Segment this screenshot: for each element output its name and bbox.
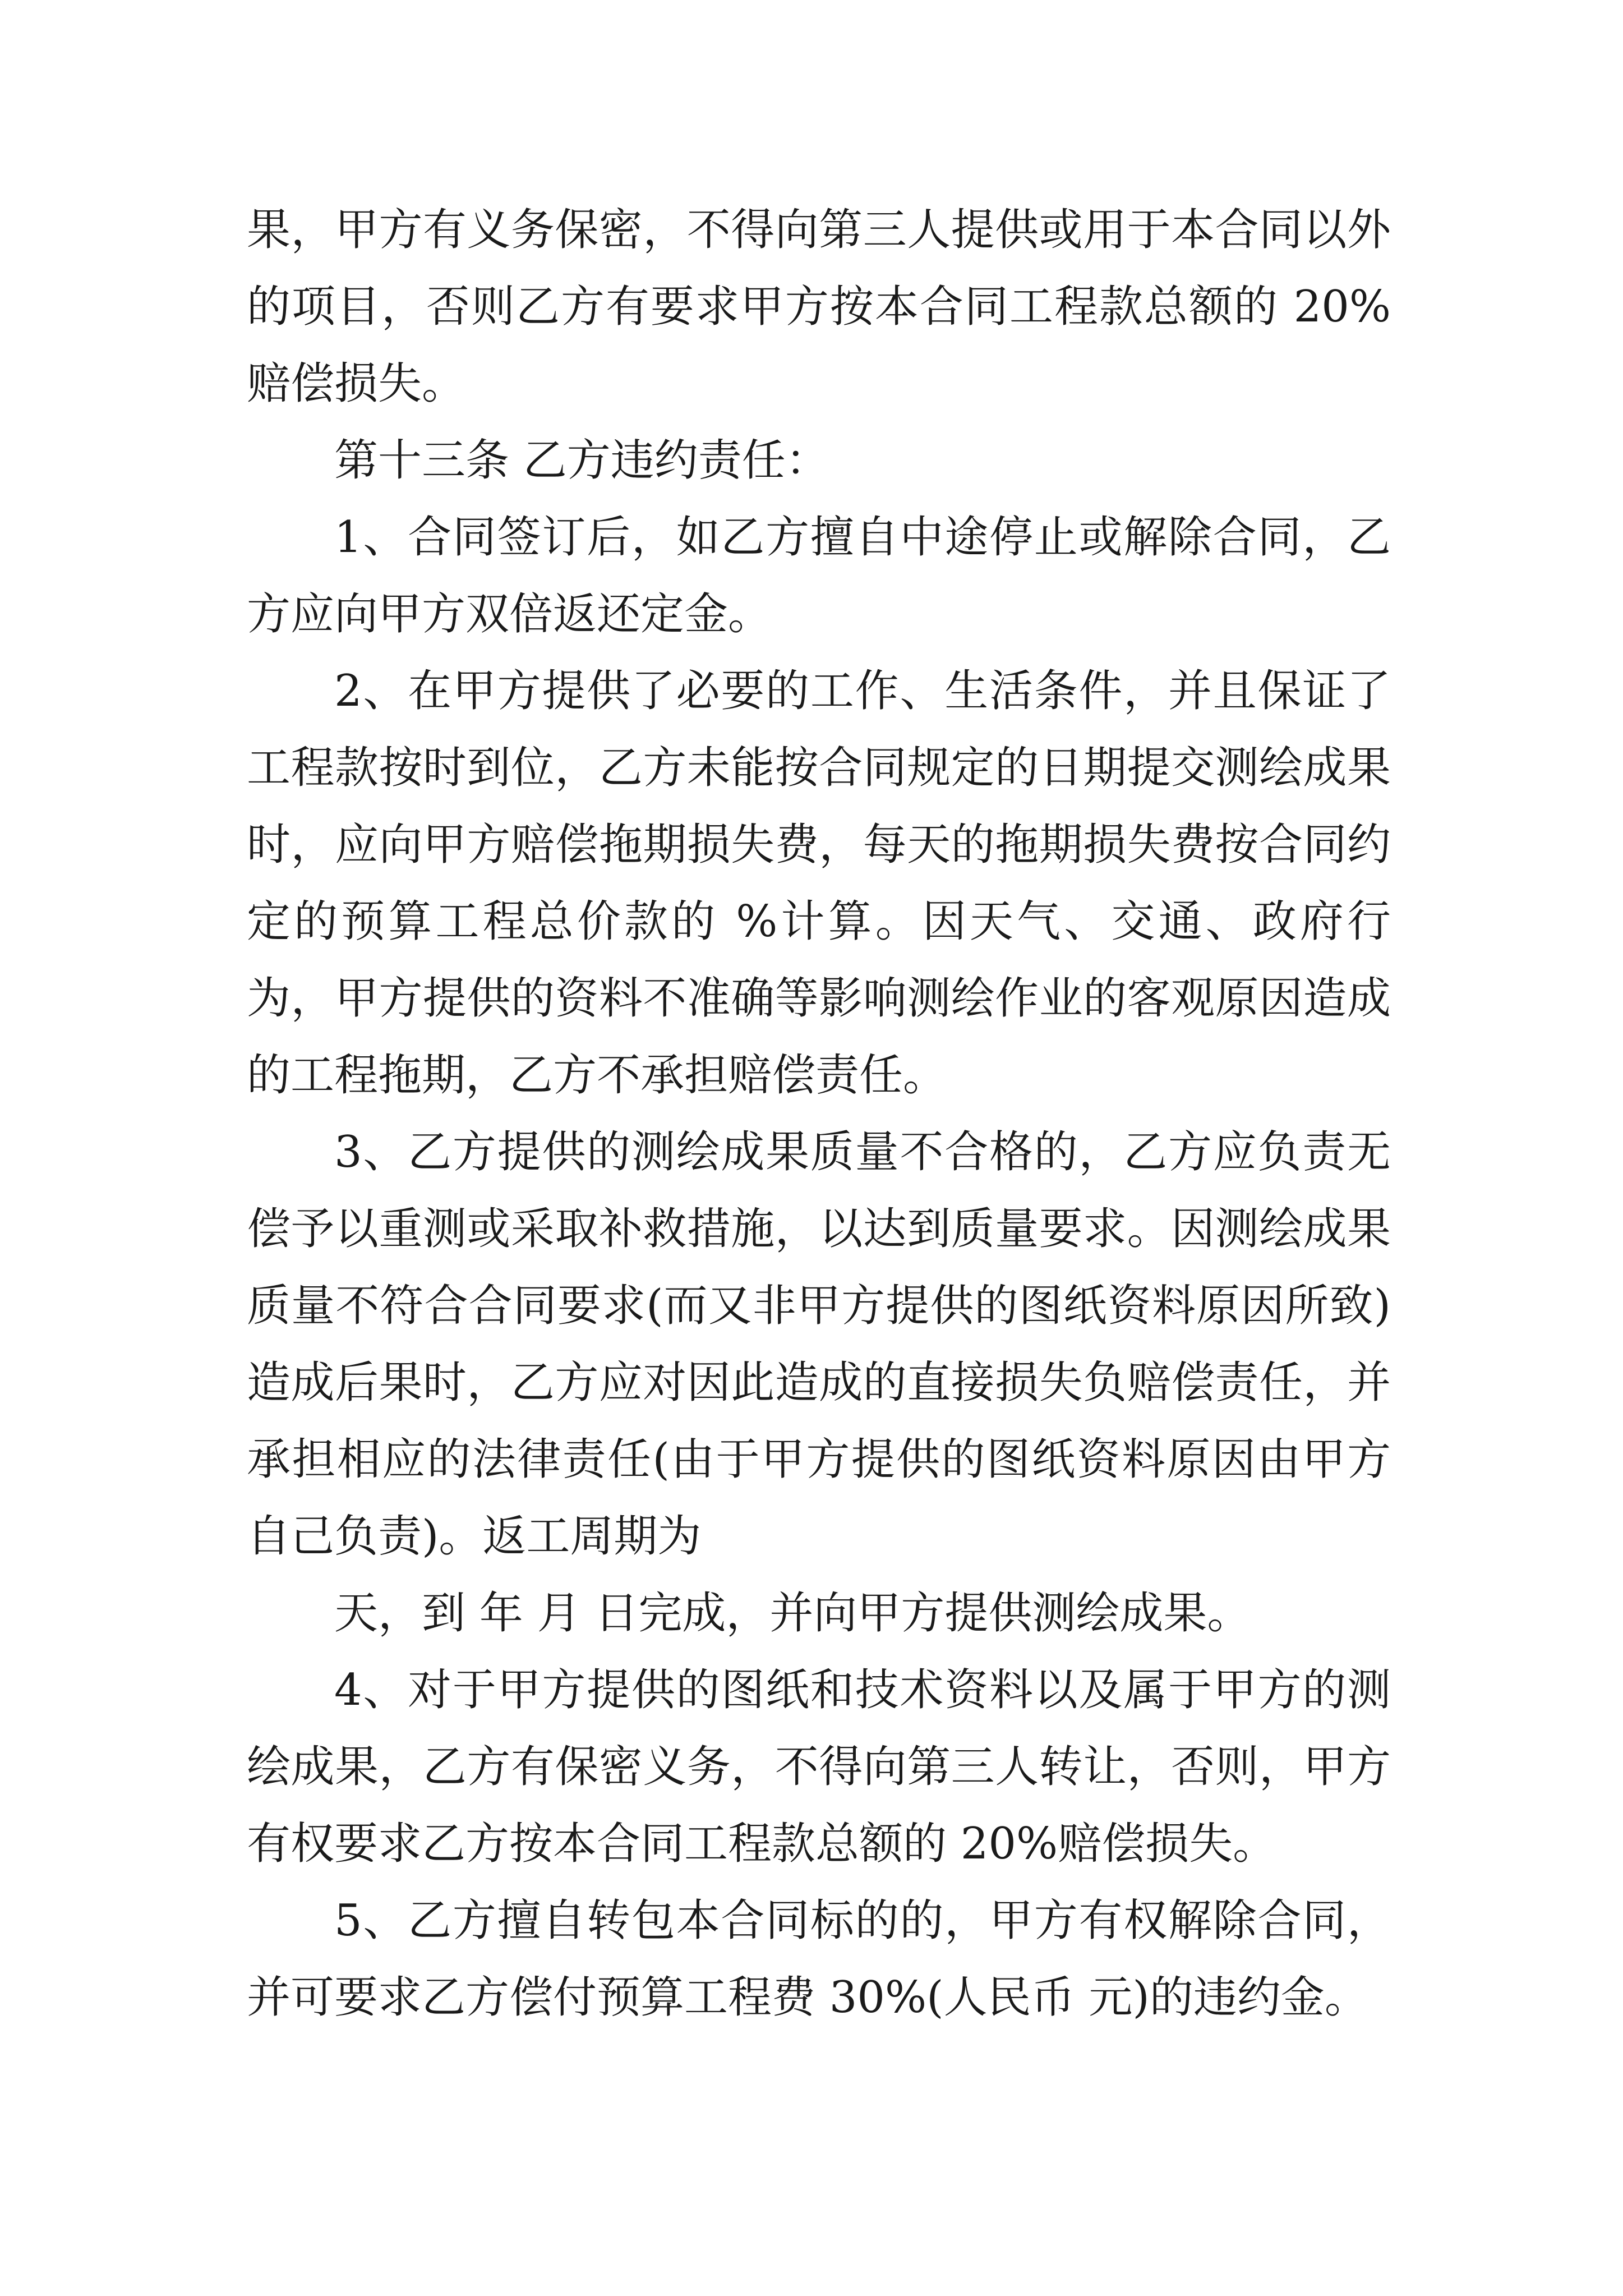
paragraph-item-3-continuation: 天，到 年 月 日完成，并向甲方提供测绘成果。 xyxy=(334,1588,1251,1639)
paragraph-continuation: 果，甲方有义务保密，不得向第三人提供或用于本合同以外的项目，否则乙方有要求甲方按本合同工程款总额的 20%赔偿损失。 xyxy=(247,205,1391,409)
document-body xyxy=(247,192,1391,2036)
article-13-heading: 第十三条 乙方违约责任： xyxy=(334,435,829,486)
paragraph-item-1: 1、合同签订后，如乙方擅自中途停止或解除合同，乙方应向甲方双倍返还定金。 xyxy=(247,512,1391,639)
paragraph-item-4: 4、对于甲方提供的图纸和技术资料以及属于甲方的测绘成果，乙方有保密义务，不得向第三人转让，否则，甲方有权要求乙方按本合同工程款总额的 20%赔偿损失。 xyxy=(247,1665,1391,1869)
paragraph-item-5: 5、乙方擅自转包本合同标的的，甲方有权解除合同，并可要求乙方偿付预算工程费 30%(人民币 元)的违约金。 xyxy=(247,1895,1391,2023)
paragraph-item-3: 3、乙方提供的测绘成果质量不合格的，乙方应负责无偿予以重测或采取补救措施，以达到质量要求。因测绘成果质量不符合合同要求(而又非甲方提供的图纸资料原因所致)造成后果时，乙方应对因此造成的直接损失负赔偿责任，并承担相应的法律责任(由于甲方提供的图纸资料原因由甲方自己负责)。返工周期为 xyxy=(247,1127,1391,1562)
paragraph-item-2: 2、在甲方提供了必要的工作、生活条件，并且保证了工程款按时到位，乙方未能按合同规定的日期提交测绘成果时，应向甲方赔偿拖期损失费，每天的拖期损失费按合同约定的预算工程总价款的 %计算。因天气、交通、政府行为，甲方提供的资料不准确等影响测绘作业的客观原因造成的工程拖期，乙方不承担赔偿责任。 xyxy=(247,666,1391,1101)
